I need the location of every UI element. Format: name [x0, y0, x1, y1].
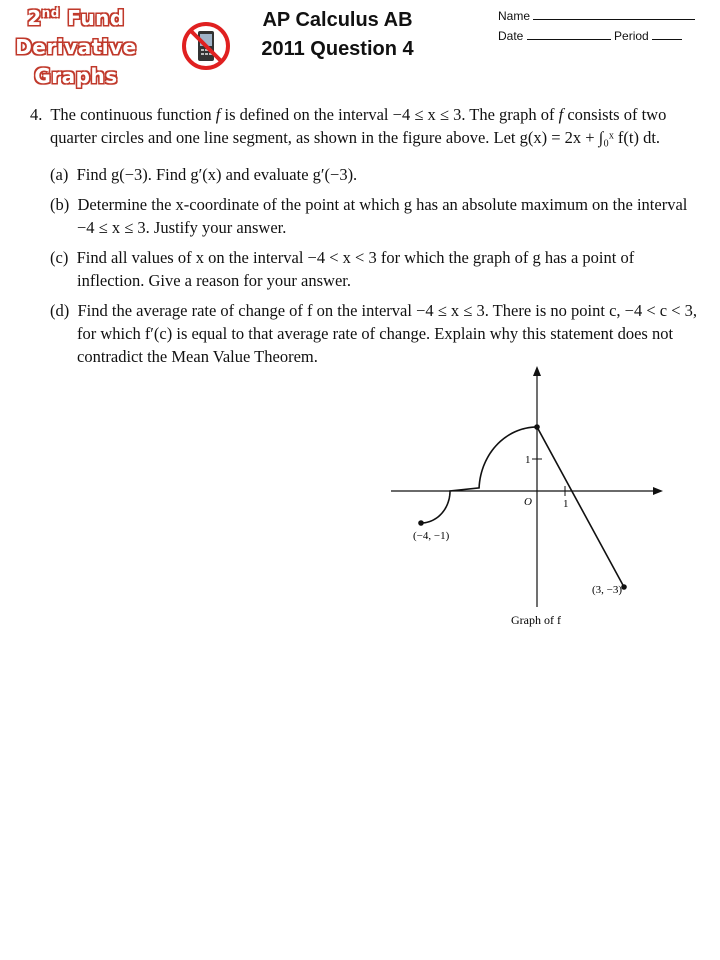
- left-point-label: (−4, −1): [413, 530, 450, 542]
- graph-caption: Graph of f: [511, 613, 561, 627]
- part-b: (b) Determine the x-coordinate of the point at which g has an absolute maximum on the interval −4 ≤ x ≤ 3. Justify your answer.: [50, 195, 688, 237]
- title-line-1: 2nd Fund: [27, 6, 125, 30]
- name-field[interactable]: [533, 7, 695, 20]
- part-d: (d) Find the average rate of change of f on the interval −4 ≤ x ≤ 3. There is no point c, −4 < c < 3, for which f′(c) is equal to that average rate of change. Explain why this statement does not contradict the Mean Value Theorem.: [50, 301, 698, 366]
- name-row: Name: [498, 6, 708, 26]
- x-tick-label: 1: [563, 498, 569, 510]
- graph-of-f: [385, 362, 675, 637]
- point-top: [534, 424, 540, 430]
- worksheet-title: [6, 4, 146, 91]
- title-line-3: Graphs: [34, 64, 118, 88]
- no-phone-icon: [180, 20, 232, 72]
- part-c: (c) Find all values of x on the interval −4 < x < 3 for which the graph of g has a point of inflection. Give a reason for your answer.: [50, 248, 635, 290]
- student-info: [498, 6, 708, 46]
- part-a: (a) Find g(−3). Find g′(x) and evaluate g′(−3).: [50, 165, 358, 184]
- date-field[interactable]: [527, 27, 611, 40]
- period-field[interactable]: [652, 27, 682, 40]
- x-axis-arrow: [653, 487, 663, 495]
- assignment-heading: [240, 6, 435, 64]
- problem-parts: [30, 163, 700, 368]
- problem-intro: 4. The continuous function f is defined on the interval −4 ≤ x ≤ 3. The graph of f consists of two quarter circles and one line segment, as shown in the figure above. Let g(x) = 2x + ∫₀ˣ f(t) dt.: [30, 105, 667, 147]
- problem-4: [30, 103, 700, 375]
- course-title: AP Calculus AB: [262, 9, 413, 31]
- origin-label: O: [524, 496, 532, 508]
- endpoint-right: [621, 584, 627, 590]
- date-period-row: Date Period: [498, 26, 708, 46]
- y-tick-label: 1: [525, 454, 531, 466]
- right-point-label: (3, −3): [592, 584, 623, 596]
- title-line-2: Derivative: [15, 35, 137, 59]
- y-axis-arrow: [533, 366, 541, 376]
- f-curve: [421, 427, 624, 587]
- endpoint-left: [418, 520, 424, 526]
- question-title: 2011 Question 4: [261, 38, 414, 60]
